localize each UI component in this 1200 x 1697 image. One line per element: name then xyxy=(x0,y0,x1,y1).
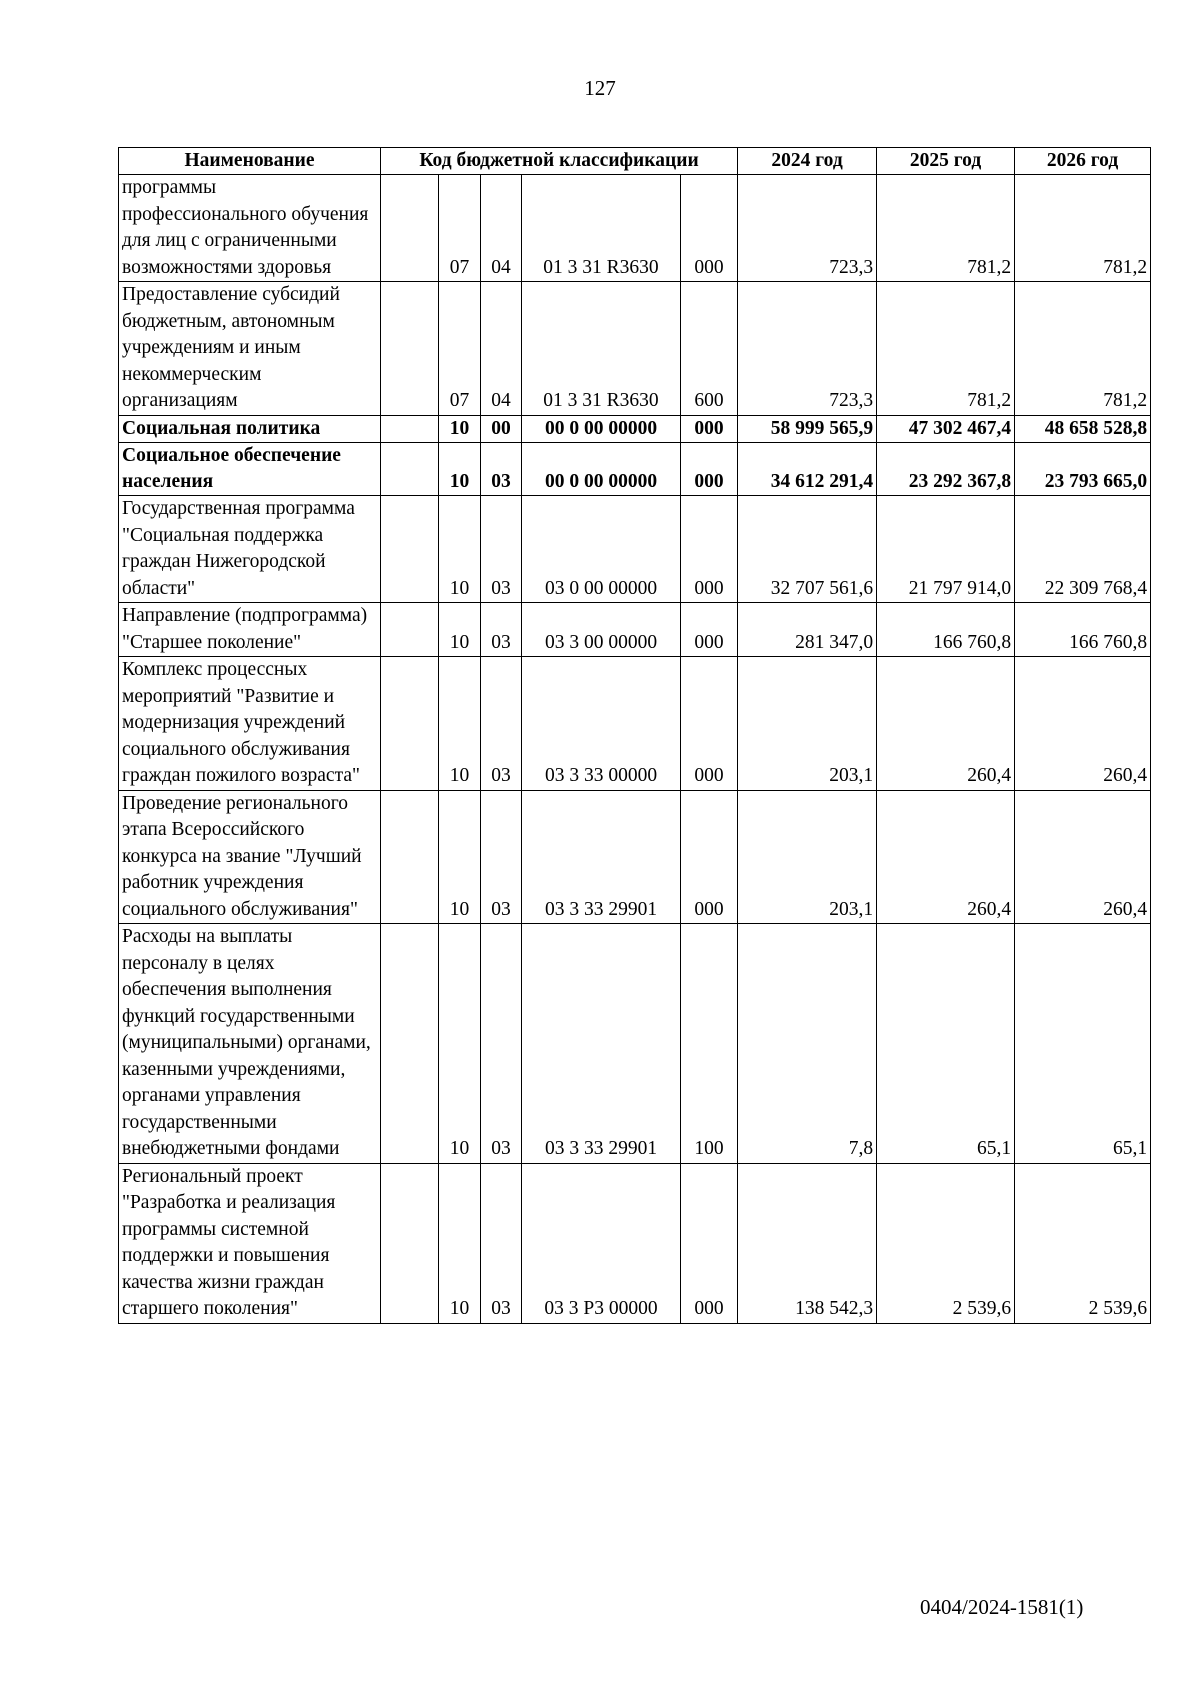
cell-c1: 07 xyxy=(439,282,481,416)
cell-v2025: 21 797 914,0 xyxy=(877,496,1015,603)
cell-c0 xyxy=(381,790,439,924)
page-number: 127 xyxy=(584,76,616,100)
table-row xyxy=(119,603,1151,657)
cell-c3: 03 3 33 29901 xyxy=(522,790,681,924)
cell-v2024: 723,3 xyxy=(738,282,877,416)
cell-c2: 03 xyxy=(481,443,522,496)
cell-name: Комплекс процессных мероприятий "Развитие и модернизация учреждений социального обслуживания граждан пожилого возраста" xyxy=(119,657,381,791)
cell-c0 xyxy=(381,603,439,657)
cell-c3: 00 0 00 00000 xyxy=(522,415,681,443)
table-row xyxy=(119,790,1151,924)
cell-v2026: 2 539,6 xyxy=(1015,1163,1151,1323)
cell-c1: 10 xyxy=(439,443,481,496)
cell-v2024: 34 612 291,4 xyxy=(738,443,877,496)
cell-c4: 000 xyxy=(681,790,738,924)
cell-c1: 10 xyxy=(439,657,481,791)
cell-c3: 03 3 33 00000 xyxy=(522,657,681,791)
cell-c2: 04 xyxy=(481,175,522,282)
cell-c2: 03 xyxy=(481,496,522,603)
table-row xyxy=(119,1163,1151,1323)
cell-c2: 03 xyxy=(481,603,522,657)
header-2024: 2024 год xyxy=(738,148,877,175)
cell-v2024: 203,1 xyxy=(738,657,877,791)
cell-c0 xyxy=(381,496,439,603)
cell-c3: 01 3 31 R3630 xyxy=(522,175,681,282)
cell-name: Расходы на выплаты персоналу в целях обеспечения выполнения функций государственными (муниципальными) органами, казенными учреждениями, органами управления государственными внебюджетными фондами xyxy=(119,924,381,1164)
cell-name: Государственная программа "Социальная поддержка граждан Нижегородской области" xyxy=(119,496,381,603)
cell-name: Направление (подпрограмма) "Старшее поколение" xyxy=(119,603,381,657)
cell-v2025: 47 302 467,4 xyxy=(877,415,1015,443)
table-row xyxy=(119,415,1151,443)
cell-c0 xyxy=(381,1163,439,1323)
header-2026: 2026 год xyxy=(1015,148,1151,175)
cell-c2: 03 xyxy=(481,924,522,1164)
cell-v2024: 723,3 xyxy=(738,175,877,282)
cell-v2024: 58 999 565,9 xyxy=(738,415,877,443)
table-row xyxy=(119,443,1151,496)
cell-v2026: 23 793 665,0 xyxy=(1015,443,1151,496)
table-row xyxy=(119,657,1151,791)
cell-c1: 10 xyxy=(439,415,481,443)
cell-c3: 03 0 00 00000 xyxy=(522,496,681,603)
cell-v2024: 7,8 xyxy=(738,924,877,1164)
cell-c4: 000 xyxy=(681,496,738,603)
cell-name: Социальное обеспечение населения xyxy=(119,443,381,496)
cell-c3: 03 3 P3 00000 xyxy=(522,1163,681,1323)
cell-v2025: 260,4 xyxy=(877,657,1015,791)
cell-c1: 10 xyxy=(439,603,481,657)
cell-c4: 000 xyxy=(681,1163,738,1323)
cell-c0 xyxy=(381,443,439,496)
cell-v2025: 23 292 367,8 xyxy=(877,443,1015,496)
cell-v2025: 781,2 xyxy=(877,282,1015,416)
cell-name: Региональный проект "Разработка и реализация программы системной поддержки и повышения качества жизни граждан старшего поколения" xyxy=(119,1163,381,1323)
cell-name: Социальная политика xyxy=(119,415,381,443)
cell-c0 xyxy=(381,175,439,282)
cell-v2024: 281 347,0 xyxy=(738,603,877,657)
cell-name: Проведение регионального этапа Всероссийского конкурса на звание "Лучший работник учреждения социального обслуживания" xyxy=(119,790,381,924)
document-code: 0404/2024-1581(1) xyxy=(920,1595,1084,1619)
cell-c0 xyxy=(381,415,439,443)
cell-v2025: 65,1 xyxy=(877,924,1015,1164)
cell-c1: 10 xyxy=(439,790,481,924)
cell-c2: 03 xyxy=(481,657,522,791)
table-row xyxy=(119,496,1151,603)
budget-table xyxy=(118,147,1151,1324)
cell-c4: 000 xyxy=(681,415,738,443)
cell-c1: 10 xyxy=(439,924,481,1164)
cell-c2: 00 xyxy=(481,415,522,443)
cell-c4: 000 xyxy=(681,603,738,657)
cell-c1: 10 xyxy=(439,1163,481,1323)
cell-v2025: 781,2 xyxy=(877,175,1015,282)
cell-v2025: 2 539,6 xyxy=(877,1163,1015,1323)
header-name: Наименование xyxy=(119,148,381,175)
cell-v2026: 65,1 xyxy=(1015,924,1151,1164)
cell-v2026: 48 658 528,8 xyxy=(1015,415,1151,443)
cell-c2: 03 xyxy=(481,790,522,924)
table-header-row xyxy=(119,148,1151,175)
cell-name: программы профессионального обучения для лиц с ограниченными возможностями здоровья xyxy=(119,175,381,282)
cell-name: Предоставление субсидий бюджетным, автономным учреждениям и иным некоммерческим организациям xyxy=(119,282,381,416)
cell-c3: 01 3 31 R3630 xyxy=(522,282,681,416)
header-2025: 2025 год xyxy=(877,148,1015,175)
cell-v2025: 260,4 xyxy=(877,790,1015,924)
cell-c1: 07 xyxy=(439,175,481,282)
cell-c2: 03 xyxy=(481,1163,522,1323)
cell-v2024: 138 542,3 xyxy=(738,1163,877,1323)
header-code: Код бюджетной классификации xyxy=(381,148,738,175)
cell-c4: 000 xyxy=(681,443,738,496)
cell-v2026: 166 760,8 xyxy=(1015,603,1151,657)
cell-v2025: 166 760,8 xyxy=(877,603,1015,657)
cell-c4: 600 xyxy=(681,282,738,416)
table-row xyxy=(119,924,1151,1164)
cell-c0 xyxy=(381,924,439,1164)
cell-v2026: 22 309 768,4 xyxy=(1015,496,1151,603)
cell-c3: 03 3 00 00000 xyxy=(522,603,681,657)
table-row xyxy=(119,175,1151,282)
cell-v2024: 32 707 561,6 xyxy=(738,496,877,603)
cell-v2026: 260,4 xyxy=(1015,657,1151,791)
cell-v2026: 781,2 xyxy=(1015,175,1151,282)
cell-c0 xyxy=(381,657,439,791)
cell-c3: 03 3 33 29901 xyxy=(522,924,681,1164)
cell-c2: 04 xyxy=(481,282,522,416)
cell-c1: 10 xyxy=(439,496,481,603)
cell-v2024: 203,1 xyxy=(738,790,877,924)
cell-c4: 100 xyxy=(681,924,738,1164)
table-row xyxy=(119,282,1151,416)
cell-c4: 000 xyxy=(681,175,738,282)
cell-c3: 00 0 00 00000 xyxy=(522,443,681,496)
cell-v2026: 260,4 xyxy=(1015,790,1151,924)
cell-c4: 000 xyxy=(681,657,738,791)
cell-v2026: 781,2 xyxy=(1015,282,1151,416)
cell-c0 xyxy=(381,282,439,416)
